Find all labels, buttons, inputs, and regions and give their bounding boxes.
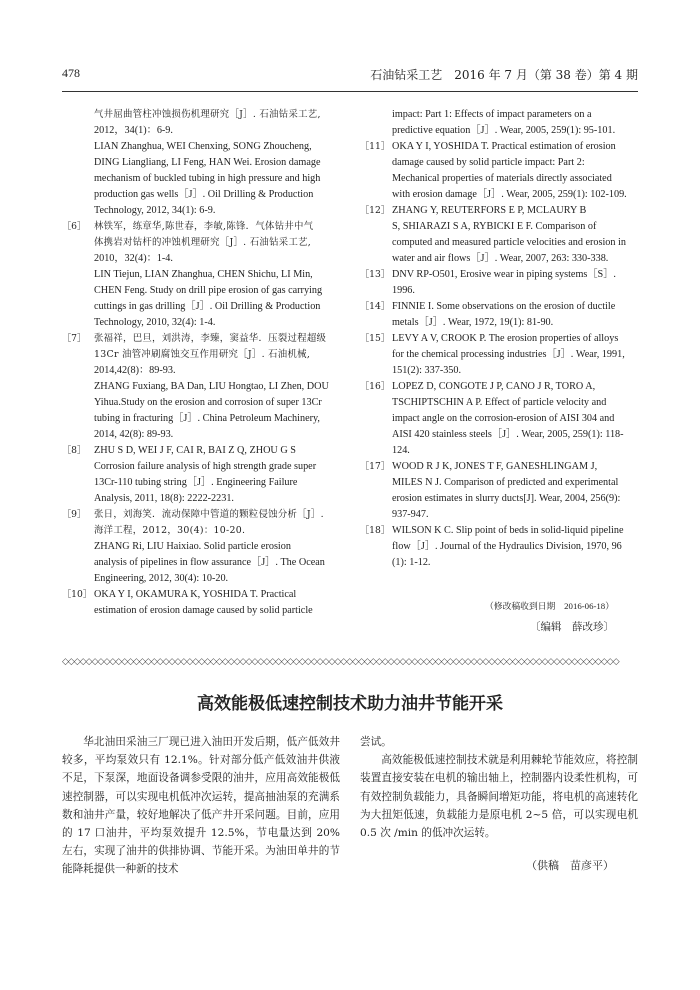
reference-entry — [360, 107, 638, 139]
references-left-column — [62, 107, 340, 619]
reference-line: LEVY A V, CROOK P. The erosion properties of alloys — [392, 333, 619, 344]
header-rule — [62, 91, 638, 92]
reference-line: 海洋工程，2012，30(4)：10-20. — [94, 525, 246, 536]
reference-line: 151(2): 337-350. — [392, 365, 462, 376]
reference-number: ［14］ — [360, 301, 391, 312]
reference-number: ［13］ — [360, 269, 391, 280]
reference-line: Mechanical properties of materials directly associated — [392, 173, 612, 184]
reference-entry — [62, 507, 340, 587]
reference-line: FINNIE I. Some observations on the erosion of ductile — [392, 301, 616, 312]
article-paragraph: 华北油田采油三厂现已进入油田开发后期，低产低效井较多，平均泵效只有 12.1%。针对部分低产低效油井供液不足，下泵深，地面设备调参受限的油井，应用高效能极低速控制器，可以实现电机低冲次运转，提高抽油泵的充满系数和油井产量，较好地解决了低产井开采问题。目前，应用的 17 口油井，平均泵效提升 12.5%，节电量达到 20% 左右，实现了油井的供排协调、节能开采。为油田单井的节能降耗提供一种新的技术 — [62, 736, 340, 876]
reference-line: DNV RP-O501, Erosive wear in piping systems［S］. — [392, 269, 616, 280]
reference-line: 林铁军，练章华,陈世春，李敏,陈锋．气体钻井中气 — [94, 221, 314, 232]
article-paragraph: 高效能极低速控制技术就是利用棘轮节能效应，将控制装置直接安装在电机的输出轴上，控制器内设柔性机构，可有效控制负载能力，具备瞬间增矩功能，将电机的高速转化为大扭矩低速，负载能力是原电机 2~5 倍，可以实现电机 0.5 次 /min 的低冲次运转。 — [360, 754, 638, 840]
reference-line: Yihua.Study on the erosion and corrosion of super 13Cr — [94, 397, 322, 408]
reference-entry — [360, 203, 638, 267]
reference-number: ［12］ — [360, 205, 391, 216]
reference-line: 937-947. — [392, 509, 429, 520]
reference-line: S, SHIARAZI S A, RYBICKI E F. Comparison of — [392, 221, 597, 232]
reference-line: water and air flows［J］. Wear, 2007, 263: 330-338. — [392, 253, 609, 264]
reference-line: Technology, 2012, 34(1): 6-9. — [94, 205, 216, 216]
reference-line: Engineering, 2012, 30(4): 10-20. — [94, 573, 229, 584]
reference-line: LIN Tiejun, LIAN Zhanghua, CHEN Shichu, LI Min, — [94, 269, 313, 280]
reference-line: estimation of erosion damage caused by solid particle — [94, 605, 313, 616]
reference-line: OKA Y I, YOSHIDA T. Practical estimation of erosion — [392, 141, 616, 152]
reference-number: ［6］ — [62, 221, 87, 232]
section-divider: ◇◇◇◇◇◇◇◇◇◇◇◇◇◇◇◇◇◇◇◇◇◇◇◇◇◇◇◇◇◇◇◇◇◇◇◇◇◇◇◇◇◇◇◇◇◇◇◇◇◇◇◇◇◇◇◇◇◇◇◇◇◇◇◇◇◇◇◇◇◇◇◇◇◇◇◇◇◇◇◇◇◇◇◇◇◇◇◇◇◇◇◇◇◇ — [62, 657, 619, 667]
reference-line: ZHANG Fuxiang, BA Dan, LIU Hongtao, LI Zhen, DOU — [94, 381, 329, 392]
reference-entry — [360, 523, 638, 571]
reference-line: WOOD R J K, JONES T F, GANESHLINGAM J, — [392, 461, 598, 472]
reference-line: impact angle on the corrosion-erosion of AISI 304 and — [392, 413, 615, 424]
reference-line: ZHANG Y, REUTERFORS E P, MCLAURY B — [392, 205, 587, 216]
reference-number: ［10］ — [62, 589, 93, 600]
reference-line: Analysis, 2011, 18(8): 2222-2231. — [94, 493, 234, 504]
reference-line: 张福祥，巴旦，刘洪涛，李臻，窦益华．压裂过程超级 — [94, 333, 327, 344]
page-header — [62, 66, 638, 88]
revised-date: （修改稿收到日期 2016-06-18） — [484, 601, 614, 611]
reference-entry — [62, 331, 340, 443]
reference-line: 气井屈曲管柱冲蚀损伤机理研究［J］. 石油钻采工艺, — [94, 109, 321, 120]
reference-line: 13Cr 油管冲刷腐蚀交互作用研究［J］. 石油机械, — [94, 349, 311, 360]
references-right-column — [360, 107, 638, 571]
reference-line: (1): 1-12. — [392, 557, 431, 568]
reference-line: computed and measured particle velocities and erosion in — [392, 237, 626, 248]
reference-line: predictive equation［J］. Wear, 2005, 259(1): 95-101. — [392, 125, 616, 136]
reference-number: ［18］ — [360, 525, 391, 536]
reference-entry — [360, 459, 638, 523]
reference-number: ［17］ — [360, 461, 391, 472]
reference-line: OKA Y I, OKAMURA K, YOSHIDA T. Practical — [94, 589, 297, 600]
reference-line: ZHU S D, WEI J F, CAI R, BAI Z Q, ZHOU G S — [94, 445, 296, 456]
reference-line: CHEN Feng. Study on drill pipe erosion of gas carrying — [94, 285, 323, 296]
page-number: 478 — [62, 66, 80, 80]
reference-line: 1996. — [392, 285, 415, 296]
reference-entry — [360, 331, 638, 379]
reference-entry — [360, 299, 638, 331]
contributor-credit: （供稿 苗彦平） — [526, 859, 614, 872]
reference-line: cuttings in gas drilling［J］. Oil Drilling & Production — [94, 301, 321, 312]
reference-line: LOPEZ D, CONGOTE J P, CANO J R, TORO A, — [392, 381, 596, 392]
reference-line: 2014,42(8)：89-93. — [94, 365, 176, 376]
reference-line: 张日，刘海笑．流动保障中管道的颗粒侵蚀分析［J］. — [94, 509, 324, 520]
reference-line: AISI 420 stainless steels［J］. Wear, 2005, 259(1): 118- — [392, 429, 624, 440]
reference-line: MILES N J. Comparison of predicted and experimental — [392, 477, 619, 488]
reference-line: flow［J］. Journal of the Hydraulics Division, 1970, 96 — [392, 541, 622, 552]
reference-line: 体携岩对钻杆的冲蚀机理研究［J］. 石油钻采工艺, — [94, 237, 312, 248]
reference-entry — [62, 587, 340, 619]
reference-line: LIAN Zhanghua, WEI Chenxing, SONG Zhoucheng, — [94, 141, 312, 152]
reference-line: WILSON K C. Slip point of beds in solid-liquid pipeline — [392, 525, 624, 536]
reference-line: damage caused by solid particle impact: Part 2: — [392, 157, 585, 168]
reference-entry — [62, 219, 340, 331]
reference-line: 2010，32(4)：1-4. — [94, 253, 173, 264]
editor-credit: 〔编辑 薛改珍〕 — [530, 621, 614, 633]
reference-line: 13Cr-110 tubing string［J］. Engineering Failure — [94, 477, 298, 488]
reference-line: Corrosion failure analysis of high strength grade super — [94, 461, 317, 472]
reference-line: ZHANG Ri, LIU Haixiao. Solid particle erosion — [94, 541, 291, 552]
reference-number: ［16］ — [360, 381, 391, 392]
reference-entry — [62, 107, 340, 219]
reference-line: impact: Part 1: Effects of impact parameters on a — [392, 109, 592, 120]
reference-number: ［9］ — [62, 509, 87, 520]
reference-line: erosion estimates in slurry ducts[J]. Wear, 2004, 256(9): — [392, 493, 621, 504]
reference-number: ［7］ — [62, 333, 87, 344]
reference-number: ［8］ — [62, 445, 87, 456]
reference-line: 2014, 42(8): 89-93. — [94, 429, 174, 440]
article-right-column — [360, 733, 638, 842]
reference-line: metals［J］. Wear, 1972, 19(1): 81-90. — [392, 317, 554, 328]
reference-line: Technology, 2010, 32(4): 1-4. — [94, 317, 216, 328]
reference-line: TSCHIPTSCHIN A P. Effect of particle velocity and — [392, 397, 607, 408]
reference-line: for the chemical processing industries［J］. Wear, 1991, — [392, 349, 625, 360]
reference-entry — [360, 379, 638, 459]
article-paragraph-continued: 尝试。 — [360, 736, 392, 748]
reference-line: with erosion damage［J］. Wear, 2005, 259(1): 102-109. — [392, 189, 627, 200]
reference-line: mechanism of buckled tubing in high pressure and high — [94, 173, 321, 184]
article-left-column — [62, 733, 340, 879]
reference-entry — [62, 443, 340, 507]
reference-line: 2012，34(1)：6-9. — [94, 125, 173, 136]
journal-info: 石油钻采工艺 2016 年 7 月（第 38 卷）第 4 期 — [370, 68, 638, 82]
reference-entry — [360, 139, 638, 203]
article-title: 高效能极低速控制技术助力油井节能开采 — [197, 694, 503, 714]
reference-line: 124. — [392, 445, 410, 456]
reference-number: ［15］ — [360, 333, 391, 344]
reference-line: tubing in fracturing［J］. China Petroleum Machinery, — [94, 413, 320, 424]
reference-line: production gas wells［J］. Oil Drilling & Production — [94, 189, 314, 200]
reference-line: DING Liangliang, LI Feng, HAN Wei. Erosion damage — [94, 157, 321, 168]
reference-entry — [360, 267, 638, 299]
reference-line: analysis of pipelines in flow assurance［J］. The Ocean — [94, 557, 325, 568]
reference-number: ［11］ — [360, 141, 391, 152]
